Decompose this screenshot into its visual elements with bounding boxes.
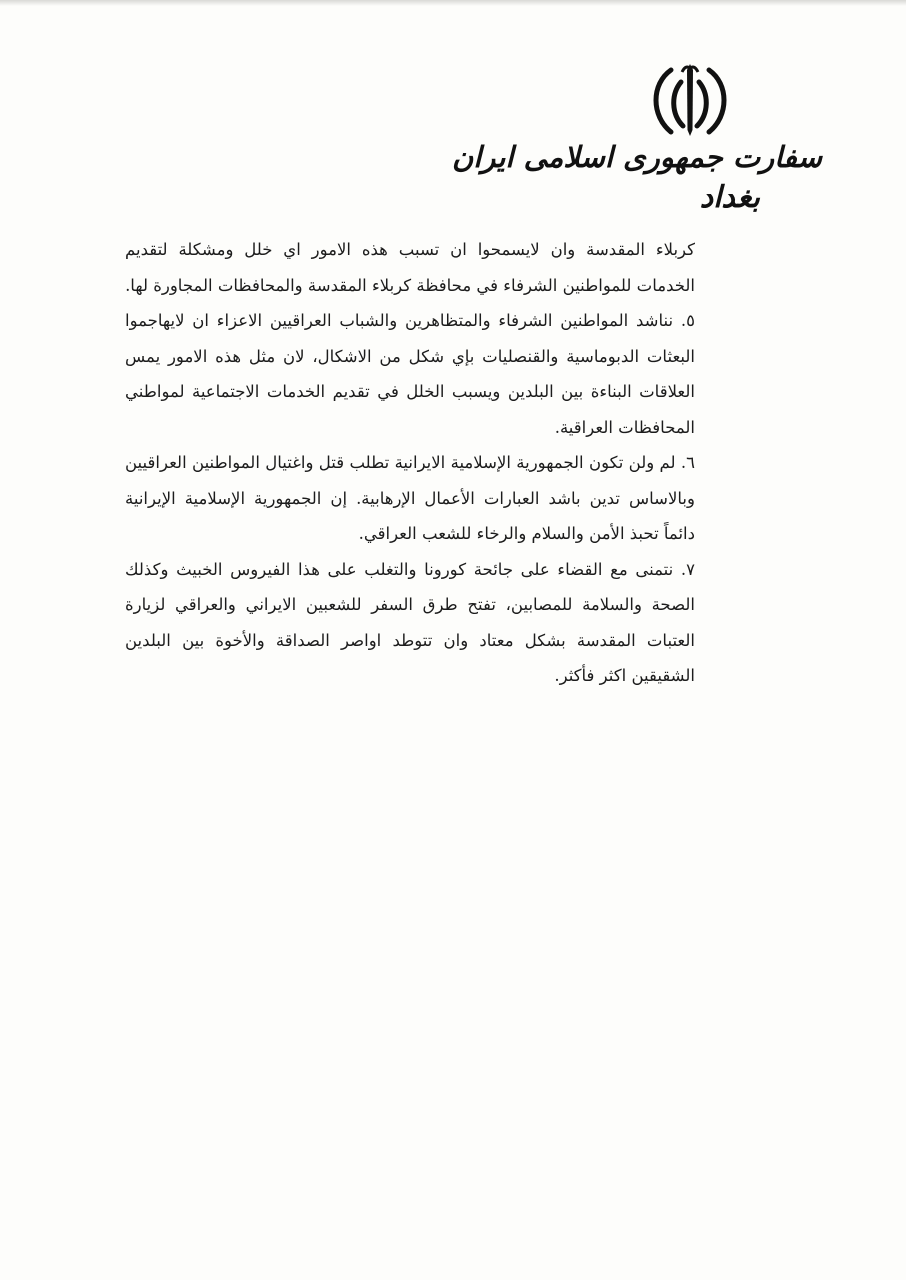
paragraph-7: ٧. نتمنى مع القضاء على جائحة كورونا والتغلب على هذا الفيروس الخبيث وكذلك الصحة والسلامة للمصابين، تفتح طرق السفر للشعبين الايراني والعراقي لزيارة العتبات المقدسة بشكل معتاد وان تتوطد اواصر الصداقة والأخوة بين البلدين الشقيقين اكثر فأكثر. <box>125 559 695 685</box>
page-top-edge <box>0 0 906 6</box>
embassy-name: سفارت جمهوری اسلامی ایران <box>452 140 822 174</box>
paragraph-5: ٥. نناشد المواطنين الشرفاء والمتظاهرين والشباب العراقيين الاعزاء ان لايهاجموا البعثات الدبوماسية والقنصليات بإي شكل من الاشكال، لان مثل هذه الامور يمس العلاقات البناءة بين البلدين ويسبب الخلل في تقديم الخدمات الاجتماعية لمواطني المحافظات العراقية. <box>125 311 695 437</box>
paragraph-6: ٦. لم ولن تكون الجمهورية الإسلامية الايرانية تطلب قتل واغتيال المواطنين العراقيين وبالاساس تدين باشد العبارات الأعمال الإرهابية. إن الجمهورية الإسلامية الإيرانية دائماً تحبذ الأمن والسلام والرخاء للشعب العراقي. <box>125 453 695 543</box>
letterhead <box>452 60 830 220</box>
embassy-city: بغداد <box>699 180 760 215</box>
letter-body <box>125 232 695 694</box>
paragraph-continuation: كربلاء المقدسة وان لايسمحوا ان تسبب هذه الامور اي خلل ومشكلة لتقديم الخدمات للمواطنين الشرفاء في محافظة كربلاء المقدسة والمحافظات المجاورة لها. <box>125 240 695 295</box>
emblem-of-iran-icon <box>645 60 735 140</box>
